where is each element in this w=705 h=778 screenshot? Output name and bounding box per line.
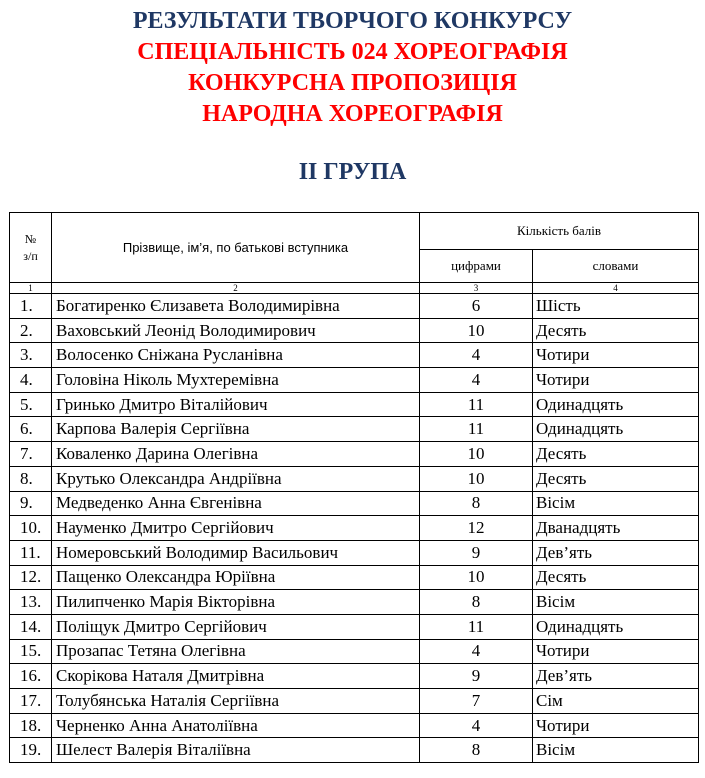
results-table [9, 212, 699, 763]
applicant-name: Крутько Олександра Андріївна [52, 466, 420, 491]
header-number [10, 213, 52, 283]
score-words: Чотири [533, 368, 699, 393]
table-row [10, 491, 699, 516]
row-number: 8. [10, 466, 52, 491]
applicant-name: Гринько Дмитро Віталійович [52, 392, 420, 417]
score-words: Вісім [533, 491, 699, 516]
table-row [10, 318, 699, 343]
applicant-name: Богатиренко Єлизавета Володимирівна [52, 294, 420, 319]
applicant-name: Волосенко Сніжана Русланівна [52, 343, 420, 368]
score-digits: 8 [420, 738, 533, 763]
score-words: Десять [533, 565, 699, 590]
score-digits: 4 [420, 368, 533, 393]
row-number: 2. [10, 318, 52, 343]
table-row [10, 689, 699, 714]
header-number-symbol: № [24, 231, 37, 246]
title-specialty: СПЕЦІАЛЬНІСТЬ 024 ХОРЕОГРАФІЯ [137, 39, 568, 65]
table-row [10, 516, 699, 541]
table-row [10, 590, 699, 615]
row-number: 7. [10, 442, 52, 467]
table-row [10, 614, 699, 639]
score-words: Чотири [533, 343, 699, 368]
score-words: Одинадцять [533, 614, 699, 639]
score-words: Вісім [533, 590, 699, 615]
applicant-name: Поліщук Дмитро Сергійович [52, 614, 420, 639]
applicant-name: Коваленко Дарина Олегівна [52, 442, 420, 467]
row-number: 15. [10, 639, 52, 664]
score-digits: 4 [420, 713, 533, 738]
score-words: Чотири [533, 713, 699, 738]
score-words: Сім [533, 689, 699, 714]
applicant-name: Шелест Валерія Віталіївна [52, 738, 420, 763]
score-digits: 10 [420, 442, 533, 467]
score-words: Десять [533, 466, 699, 491]
score-words: Десять [533, 318, 699, 343]
row-number: 13. [10, 590, 52, 615]
header-number-abbr: з/п [23, 248, 38, 263]
score-digits: 9 [420, 540, 533, 565]
score-words: Десять [533, 442, 699, 467]
table-row [10, 392, 699, 417]
score-digits: 10 [420, 318, 533, 343]
score-digits: 12 [420, 516, 533, 541]
column-index: 3 [420, 283, 533, 294]
row-number: 4. [10, 368, 52, 393]
column-index: 4 [533, 283, 699, 294]
score-digits: 9 [420, 664, 533, 689]
score-words: Дев’ять [533, 664, 699, 689]
score-digits: 4 [420, 343, 533, 368]
row-number: 3. [10, 343, 52, 368]
title-proposal: КОНКУРСНА ПРОПОЗИЦІЯ [188, 70, 517, 96]
row-number: 19. [10, 738, 52, 763]
column-index: 2 [52, 283, 420, 294]
applicant-name: Толубянська Наталія Сергіївна [52, 689, 420, 714]
score-digits: 10 [420, 466, 533, 491]
row-number: 5. [10, 392, 52, 417]
applicant-name: Черненко Анна Анатоліївна [52, 713, 420, 738]
applicant-name: Ваховський Леонід Володимирович [52, 318, 420, 343]
score-digits: 4 [420, 639, 533, 664]
applicant-name: Номеровський Володимир Васильович [52, 540, 420, 565]
table-row [10, 466, 699, 491]
applicant-name: Прозапас Тетяна Олегівна [52, 639, 420, 664]
table-row [10, 664, 699, 689]
applicant-name: Пащенко Олександра Юріївна [52, 565, 420, 590]
group-title: ІІ ГРУПА [298, 159, 407, 185]
score-words: Вісім [533, 738, 699, 763]
table-row [10, 343, 699, 368]
score-words: Дев’ять [533, 540, 699, 565]
table-row [10, 713, 699, 738]
row-number: 10. [10, 516, 52, 541]
row-number: 12. [10, 565, 52, 590]
title-results: РЕЗУЛЬТАТИ ТВОРЧОГО КОНКУРСУ [132, 8, 573, 34]
table-row [10, 294, 699, 319]
table-row [10, 417, 699, 442]
score-words: Дванадцять [533, 516, 699, 541]
score-digits: 11 [420, 392, 533, 417]
score-words: Шість [533, 294, 699, 319]
applicant-name: Скорікова Наталя Дмитрівна [52, 664, 420, 689]
score-digits: 11 [420, 417, 533, 442]
row-number: 16. [10, 664, 52, 689]
score-digits: 6 [420, 294, 533, 319]
score-digits: 7 [420, 689, 533, 714]
row-number: 1. [10, 294, 52, 319]
score-digits: 8 [420, 590, 533, 615]
applicant-name: Карпова Валерія Сергіївна [52, 417, 420, 442]
column-index: 1 [10, 283, 52, 294]
header-words: словами [533, 250, 699, 283]
row-number: 14. [10, 614, 52, 639]
applicant-name: Науменко Дмитро Сергійович [52, 516, 420, 541]
applicant-name: Пилипченко Марія Вікторівна [52, 590, 420, 615]
header-name: Прізвище, ім’я, по батькові вступника [52, 213, 420, 283]
table-row [10, 540, 699, 565]
row-number: 17. [10, 689, 52, 714]
score-words: Чотири [533, 639, 699, 664]
row-number: 6. [10, 417, 52, 442]
score-words: Одинадцять [533, 392, 699, 417]
document-header [0, 6, 705, 130]
row-number: 18. [10, 713, 52, 738]
table-row [10, 442, 699, 467]
score-digits: 11 [420, 614, 533, 639]
applicant-name: Головіна Ніколь Мухтеремівна [52, 368, 420, 393]
row-number: 9. [10, 491, 52, 516]
column-index-row [10, 283, 699, 294]
score-digits: 8 [420, 491, 533, 516]
applicant-name: Медведенко Анна Євгенівна [52, 491, 420, 516]
score-digits: 10 [420, 565, 533, 590]
header-digits: цифрами [420, 250, 533, 283]
table-row [10, 639, 699, 664]
score-words: Одинадцять [533, 417, 699, 442]
table-row [10, 565, 699, 590]
title-program: НАРОДНА ХОРЕОГРАФІЯ [202, 101, 503, 127]
table-row [10, 368, 699, 393]
table-row [10, 738, 699, 763]
row-number: 11. [10, 540, 52, 565]
header-points: Кількість балів [420, 213, 699, 250]
